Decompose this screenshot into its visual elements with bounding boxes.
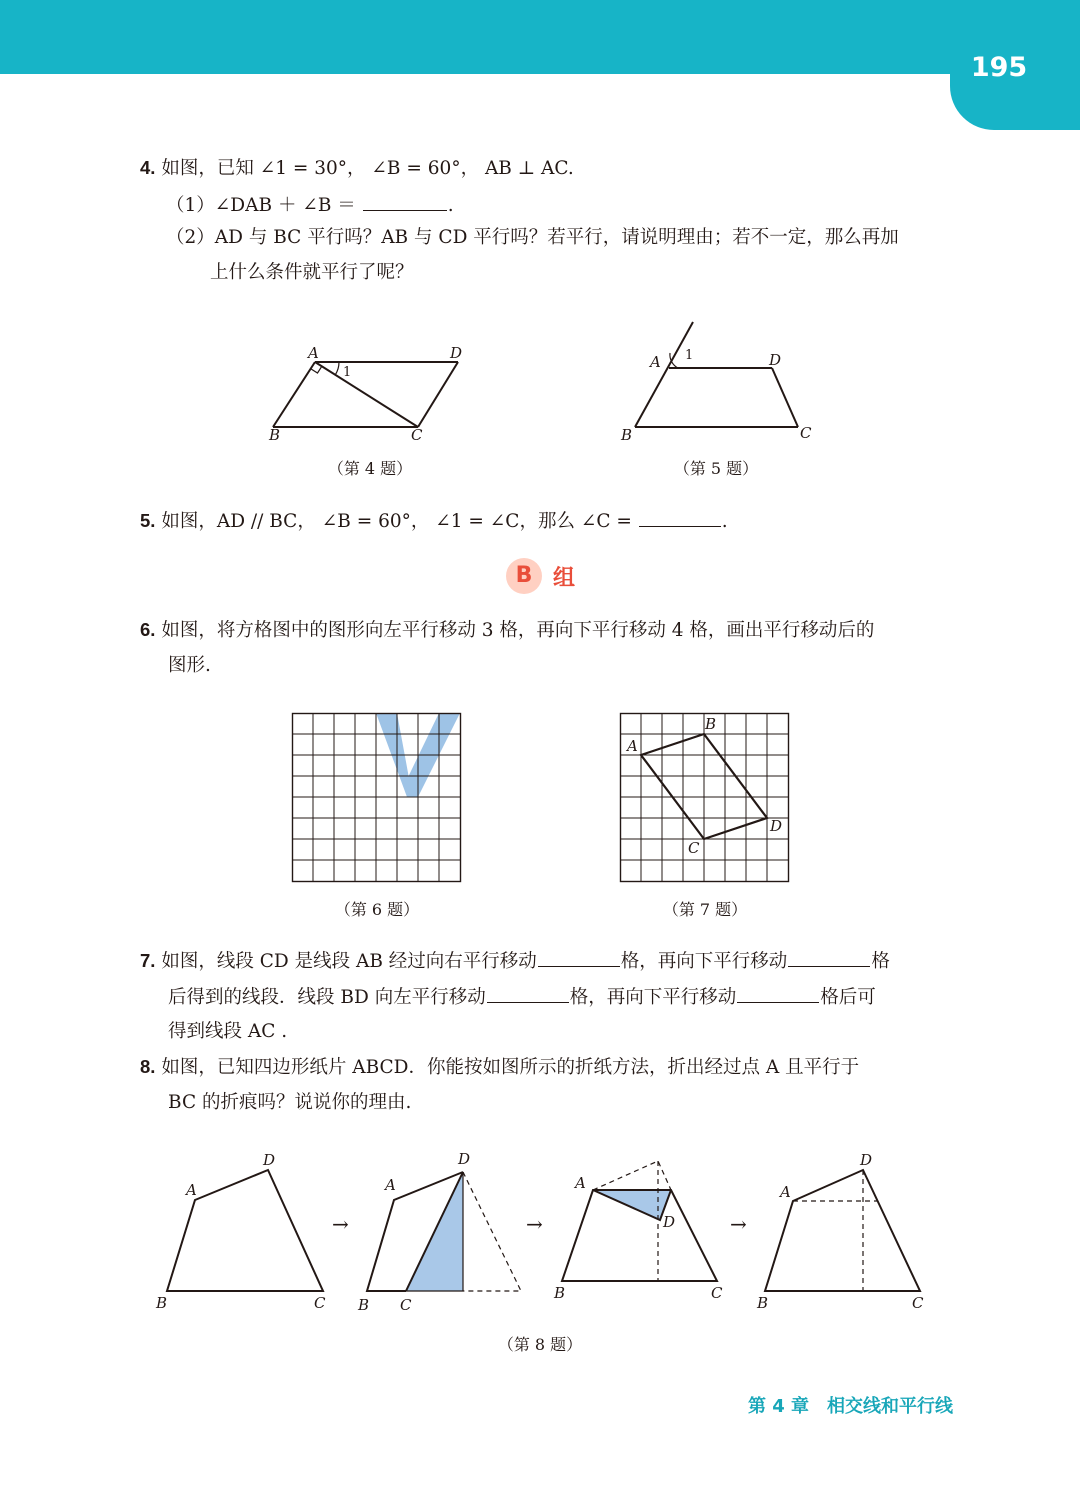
fig8-step2-label-b: B bbox=[358, 1296, 370, 1314]
fig7-label-a: A bbox=[627, 737, 638, 755]
fig8-caption: （第 8 题） bbox=[497, 1335, 583, 1354]
fig4-caption: （第 4 题） bbox=[327, 459, 413, 478]
fig7-label-d: D bbox=[770, 817, 783, 835]
fig5-label-a: A bbox=[650, 353, 661, 371]
answer-blank[interactable] bbox=[538, 948, 620, 967]
group-badge-letter: B bbox=[515, 563, 533, 588]
fig8-step4-label-b: B bbox=[757, 1294, 769, 1312]
fold-step-1 bbox=[155, 1151, 326, 1312]
group-badge-text: 组 bbox=[553, 566, 576, 591]
q5-end: . bbox=[721, 511, 728, 532]
q4-part2-line1: （2）AD 与 BC 平行吗？AB 与 CD 平行吗？若平行，请说明理由；若不一定，那么再加 bbox=[166, 227, 899, 248]
q4-part1-end: . bbox=[447, 195, 454, 216]
q4-part2-line2: 上什么条件就平行了呢？ bbox=[210, 262, 414, 283]
fold-step-4 bbox=[756, 1151, 924, 1312]
fig7-label-c: C bbox=[688, 839, 700, 857]
q7-text-1b: 格，再向下平行移动 bbox=[620, 951, 788, 972]
q7-text-2a: 后得到的线段．线段 BD 向左平行移动 bbox=[168, 987, 486, 1008]
q7-line2 bbox=[168, 984, 876, 1010]
fig5-label-d: D bbox=[769, 351, 782, 369]
fig8-step4-label-a: A bbox=[780, 1183, 791, 1201]
q4-stem bbox=[140, 156, 574, 181]
q5-number: 5. bbox=[140, 510, 156, 531]
q4-number: 4. bbox=[140, 157, 156, 178]
q5-text: 如图，AD // BC， ∠B = 60°， ∠1 = ∠C，那么 ∠C = bbox=[161, 511, 632, 532]
fig4-label-b: B bbox=[269, 426, 281, 444]
q8-line2: BC 的折痕吗？说说你的理由. bbox=[168, 1092, 412, 1113]
fig8-step2-label-d: D bbox=[458, 1150, 471, 1168]
fig8-step1-label-d: D bbox=[263, 1151, 276, 1169]
fig7-caption: （第 7 题） bbox=[662, 900, 748, 919]
page-number: 195 bbox=[970, 52, 1028, 83]
fig5-angle-label: 1 bbox=[685, 348, 694, 363]
fig8-step3-label-a: A bbox=[575, 1174, 586, 1192]
fig8-step3-label-b: B bbox=[554, 1284, 566, 1302]
fig8-step2-label-a: A bbox=[385, 1176, 396, 1194]
fig8-step4-label-c: C bbox=[912, 1294, 924, 1312]
fig4-label-a: A bbox=[308, 344, 319, 362]
arrow-1: → bbox=[332, 1212, 349, 1236]
answer-blank[interactable] bbox=[788, 948, 870, 967]
q7-text-1c: 格 bbox=[871, 951, 890, 972]
q7-number: 7. bbox=[140, 950, 156, 971]
answer-blank[interactable] bbox=[363, 192, 447, 211]
fig5-label-c: C bbox=[800, 424, 812, 442]
fig8-step1-label-a: A bbox=[186, 1181, 197, 1199]
fig8-step2-label-c: C bbox=[400, 1296, 412, 1314]
answer-blank[interactable] bbox=[487, 984, 569, 1003]
arrow-3: → bbox=[730, 1212, 747, 1236]
figure-8 bbox=[150, 1148, 940, 1318]
figure-5 bbox=[615, 315, 830, 450]
q7-line1 bbox=[140, 948, 890, 974]
q7-line3: 得到线段 AC . bbox=[168, 1021, 288, 1042]
figure-4 bbox=[260, 340, 480, 450]
answer-blank[interactable] bbox=[639, 508, 721, 527]
fig8-step3-label-d: D bbox=[663, 1213, 676, 1231]
q4-stem-text: 如图，已知 ∠1 = 30°， ∠B = 60°， AB ⊥ AC. bbox=[161, 158, 574, 179]
fig8-step4-label-d: D bbox=[860, 1151, 873, 1169]
q8-text-1: 如图，已知四边形纸片 ABCD．你能按如图所示的折纸方法，折出经过点 A 且平行于 bbox=[161, 1057, 860, 1078]
q4-part1 bbox=[166, 192, 454, 218]
q6-text-1: 如图，将方格图中的图形向左平行移动 3 格，再向下平行移动 4 格，画出平行移动后的 bbox=[161, 620, 875, 641]
q4-part1-text: （1）∠DAB ＋ ∠B ＝ bbox=[166, 195, 356, 216]
header-band bbox=[0, 0, 1080, 74]
fig4-label-c: C bbox=[411, 426, 423, 444]
q8-number: 8. bbox=[140, 1056, 156, 1077]
answer-blank[interactable] bbox=[737, 984, 819, 1003]
figure-6 bbox=[292, 713, 462, 883]
q7-text-1a: 如图，线段 CD 是线段 AB 经过向右平行移动 bbox=[161, 951, 537, 972]
chapter-footer: 第 4 章 相交线和平行线 bbox=[747, 1396, 953, 1417]
q7-text-2b: 格，再向下平行移动 bbox=[569, 987, 737, 1008]
fig4-label-d: D bbox=[450, 344, 463, 362]
q8-line1 bbox=[140, 1055, 859, 1080]
q7-text-2c: 格后可 bbox=[820, 987, 876, 1008]
q5 bbox=[140, 508, 728, 534]
q6-line2: 图形. bbox=[168, 655, 211, 676]
fig8-step1-label-b: B bbox=[156, 1294, 168, 1312]
fig6-caption: （第 6 题） bbox=[334, 900, 420, 919]
fig8-step3-label-c: C bbox=[711, 1284, 723, 1302]
fig5-label-b: B bbox=[621, 426, 633, 444]
fig7-label-b: B bbox=[705, 715, 717, 733]
q6-line1 bbox=[140, 618, 874, 643]
fig5-caption: （第 5 题） bbox=[673, 459, 759, 478]
fold-step-3 bbox=[553, 1161, 723, 1302]
fold-step-2 bbox=[357, 1150, 521, 1314]
arrow-2: → bbox=[526, 1212, 543, 1236]
figure-7 bbox=[620, 713, 810, 883]
q6-number: 6. bbox=[140, 619, 156, 640]
fig8-step1-label-c: C bbox=[314, 1294, 326, 1312]
fig4-angle-label: 1 bbox=[343, 365, 352, 380]
